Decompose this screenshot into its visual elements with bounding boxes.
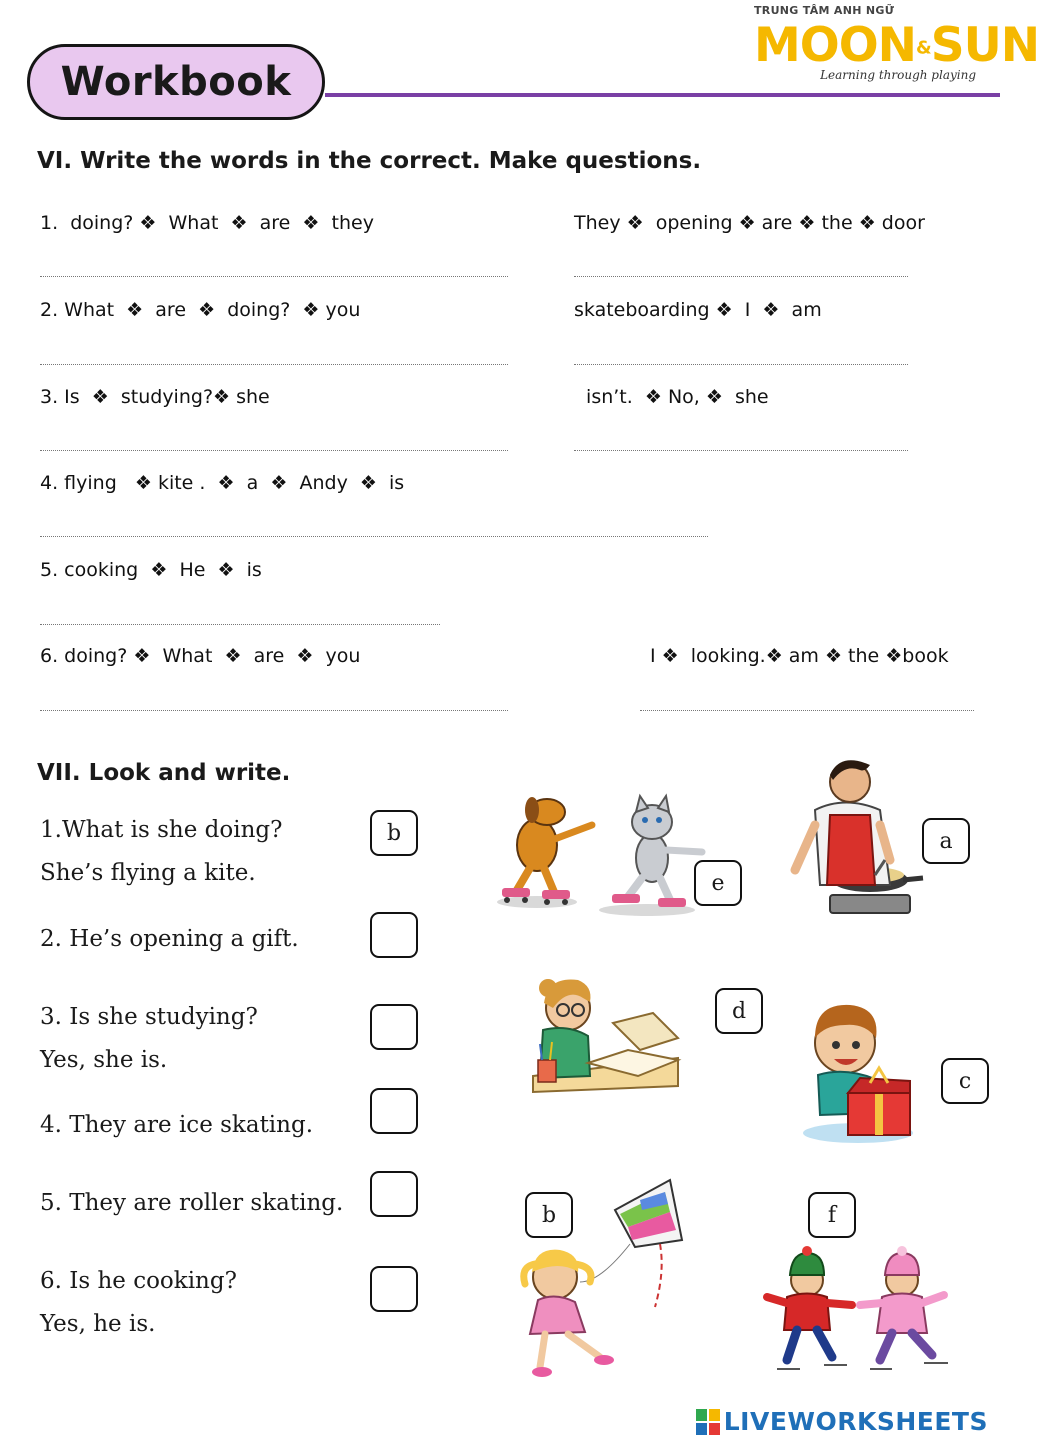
picture-label-e: e xyxy=(694,860,742,906)
s6-left-prompt-2: 2. What ❖ are ❖ doing? ❖ you xyxy=(40,299,361,321)
s7-item-1-line2: She’s flying a kite. xyxy=(40,860,256,886)
liveworksheets-icon xyxy=(696,1409,720,1435)
s7-item-4-line1: 4. They are ice skating. xyxy=(40,1112,314,1138)
s6-left-prompt-6: 6. doing? ❖ What ❖ are ❖ you xyxy=(40,645,361,667)
s7-item-2-line1: 2. He’s opening a gift. xyxy=(40,926,299,952)
s7-answer-box-1[interactable]: b xyxy=(370,810,418,856)
s6-right-prompt-3: isn’t. ❖ No, ❖ she xyxy=(580,386,769,408)
workbook-title-pill xyxy=(27,44,325,120)
liveworksheets-brand: LIVEWORKSHEETS xyxy=(723,1407,988,1436)
picture-label-f: f xyxy=(808,1192,856,1238)
s6-left-prompt-3: 3. Is ❖ studying?❖ she xyxy=(40,386,270,408)
moon-sun-logo xyxy=(748,4,1039,88)
roller-skating-pets-picture xyxy=(492,790,712,920)
picture-label-b: b xyxy=(525,1192,573,1238)
section7-title: VII. Look and write. xyxy=(37,760,291,786)
s7-item-3-line1: 3. Is she studying? xyxy=(40,1004,258,1030)
s6-answer-line-6b[interactable] xyxy=(640,710,974,711)
s6-answer-line-2[interactable] xyxy=(40,364,508,365)
s6-left-prompt-1: 1. doing? ❖ What ❖ are ❖ they xyxy=(40,212,374,234)
logo-sun: SUN xyxy=(930,18,1039,73)
logo-moon: MOON xyxy=(754,18,917,73)
picture-label-d: d xyxy=(715,988,763,1034)
s6-answer-line-4[interactable] xyxy=(40,536,708,537)
logo-top-text: TRUNG TÂM ANH NGỮ xyxy=(754,4,895,17)
s7-answer-box-3[interactable] xyxy=(370,1004,418,1050)
page-title: Workbook xyxy=(60,59,292,105)
s7-item-1-line1: 1.What is she doing? xyxy=(40,817,283,843)
s7-answer-box-4[interactable] xyxy=(370,1088,418,1134)
s6-right-prompt-2: skateboarding ❖ I ❖ am xyxy=(574,299,822,321)
s7-item-6-line1: 6. Is he cooking? xyxy=(40,1268,237,1294)
s6-answer-line-1b[interactable] xyxy=(574,276,908,277)
s6-answer-line-3b[interactable] xyxy=(574,450,908,451)
logo-amp: & xyxy=(916,37,931,59)
s6-answer-line-2b[interactable] xyxy=(574,364,908,365)
s7-item-6-line2: Yes, he is. xyxy=(40,1311,156,1337)
picture-label-a: a xyxy=(922,818,970,864)
s7-answer-box-5[interactable] xyxy=(370,1171,418,1217)
header-divider xyxy=(325,93,1000,97)
s6-answer-line-5[interactable] xyxy=(40,624,440,625)
s7-answer-box-6[interactable] xyxy=(370,1266,418,1312)
ice-skating-kids-picture xyxy=(762,1245,952,1375)
liveworksheets-logo xyxy=(696,1407,988,1436)
logo-tagline: Learning through playing xyxy=(820,68,976,82)
s6-right-prompt-6: I ❖ looking.❖ am ❖ the ❖book xyxy=(650,645,949,667)
s7-answer-box-2[interactable] xyxy=(370,912,418,958)
cooking-man-picture xyxy=(785,750,925,915)
s6-right-prompt-1: They ❖ opening ❖ are ❖ the ❖ door xyxy=(574,212,925,234)
studying-girl-picture xyxy=(528,968,683,1096)
picture-label-c: c xyxy=(941,1058,989,1104)
s7-item-5-line1: 5. They are roller skating. xyxy=(40,1190,344,1216)
boy-opening-gift-picture xyxy=(800,993,915,1145)
s6-answer-line-6[interactable] xyxy=(40,710,508,711)
s6-left-prompt-5: 5. cooking ❖ He ❖ is xyxy=(40,559,262,581)
s7-item-3-line2: Yes, she is. xyxy=(40,1047,168,1073)
s6-answer-line-1[interactable] xyxy=(40,276,508,277)
s6-answer-line-3[interactable] xyxy=(40,450,508,451)
s6-left-prompt-4: 4. flying ❖ kite . ❖ a ❖ Andy ❖ is xyxy=(40,472,405,494)
section6-title: VI. Write the words in the correct. Make questions. xyxy=(37,148,702,174)
